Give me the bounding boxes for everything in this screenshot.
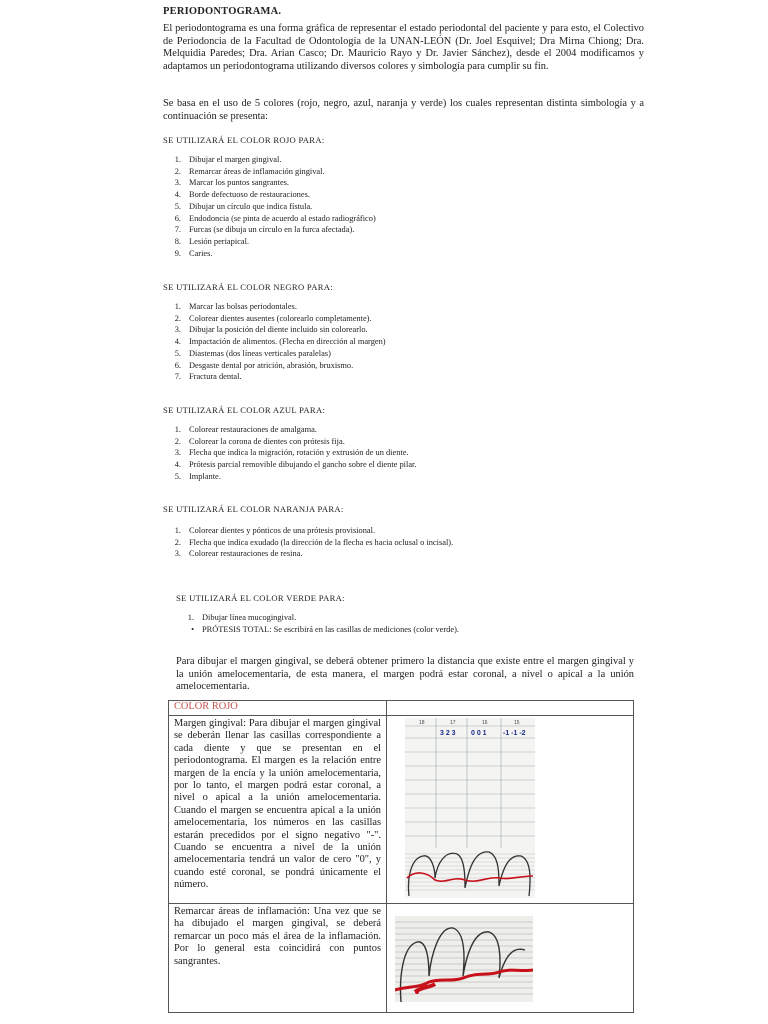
intro-paragraph: El periodontograma es una forma gráfica de representar el estado periodontal del paciente y para esto, el Colectivo de Periodoncia de la Facultad de Odontología de la UNAN-LEÓN (Dr. Joel Esquivel; Dra Mirna Chiong; Dra. Melquidia Paredes; Dra. Arian Casco; Dr. Mauricio Rayo y Dr. Javier Sánchez), desde el 2004 modificamos y adaptamos un periodontograma utilizando diversos colores y simbología para cumplir su fin.	[163, 23, 644, 72]
margin-value: 3 2 3	[440, 730, 456, 737]
table-cell-margin: Margen gingival: Para dibujar el margen gingival se deberán llenar las casillas correspondiente a cada diente y que se presentan en el periodontograma. El margen es la relación entre margen de la encía y la unión amelocementaria, por lo tanto, el margen podrá estar coronal, a nivel o apical a la unión amelocementaria. Cuando el margen se encuentra apical a la unión amelocementaria, los números en las casillas estarán precedidos por el signo negativo "-". Cuando se encuentra a nivel de la unión amelocementaria tendrá un valor de cero "0", y cuando esté coronal, se pondrá únicamente el número.	[169, 716, 387, 904]
table-cell-image-2	[387, 904, 634, 1013]
list-item-text: Caries.	[189, 248, 213, 258]
list-item-text: Impactación de alimentos. (Flecha en dirección al margen)	[189, 337, 386, 347]
list-number: 7.	[174, 225, 181, 235]
list-item-text: Fractura dental.	[189, 372, 242, 382]
list-item	[163, 360, 623, 372]
section-heading-blue: SE UTILIZARÁ EL COLOR AZUL PARA:	[163, 405, 326, 415]
periodontogram-margin-image	[405, 718, 535, 898]
list-item-text: Flecha que indica exudado (la dirección de la flecha es hacia oclusal o incisal).	[189, 537, 454, 547]
list-item	[163, 436, 623, 448]
section-heading-orange: SE UTILIZARÁ EL COLOR NARANJA PARA:	[163, 504, 344, 514]
list-number: 1.	[174, 302, 181, 311]
list-number: 3.	[174, 325, 181, 335]
list-item	[163, 336, 623, 348]
periodontogram-inflammation-image	[395, 916, 533, 1002]
table-header-empty	[387, 701, 634, 716]
list-number: 1.	[174, 425, 181, 434]
list-item	[163, 154, 623, 166]
list-item	[163, 224, 623, 236]
list-number: 6.	[174, 213, 181, 223]
list-item-text: Colorear restauraciones de amalgama.	[189, 425, 317, 434]
section-heading-green: SE UTILIZARÁ EL COLOR VERDE PARA:	[176, 593, 345, 603]
table-header-cell: COLOR ROJO	[169, 701, 387, 716]
list-number: 2.	[174, 313, 181, 323]
list-item-text: Colorear dientes ausentes (colorearlo completamente).	[189, 313, 372, 323]
tooth-number: 17	[450, 720, 456, 726]
list-item-text: Colorear restauraciones de resina.	[189, 549, 303, 559]
list-item: 1. Dibujar línea mucogingival.	[187, 613, 297, 622]
list-item-text: Dibujar el margen gingival.	[189, 155, 282, 164]
list-item	[163, 236, 623, 248]
list-item	[163, 177, 623, 189]
list-item-text: Diastemas (dos líneas verticales paralelas)	[189, 348, 331, 358]
list-item-text: Colorear dientes y pónticos de una prótesis provisional.	[189, 526, 376, 535]
list-green	[176, 612, 636, 635]
section-heading-black: SE UTILIZARÁ EL COLOR NEGRO PARA:	[163, 282, 333, 292]
list-item	[163, 324, 623, 336]
list-item	[163, 189, 623, 201]
tooth-number: 18	[419, 720, 425, 726]
list-item	[163, 213, 623, 225]
tooth-number: 16	[482, 720, 488, 726]
list-item-text: Remarcar áreas de inflamación gingival.	[189, 166, 325, 176]
color-table	[168, 700, 634, 1013]
list-item	[163, 301, 623, 313]
list-item-text: Dibujar la posición del diente incluido sin colorearlo.	[189, 325, 368, 335]
list-orange	[163, 525, 623, 560]
list-number: 7.	[174, 372, 181, 382]
margin-paragraph: Para dibujar el margen gingival, se deberá obtener primero la distancia que existe entre el margen gingival y la unión amelocementaria, de esta manera, el margen podrá estar coronal, a nivel o apical a la unión amelocementaria.	[176, 656, 634, 693]
list-item	[163, 447, 623, 459]
list-item-text: Marcar los puntos sangrantes.	[189, 178, 290, 188]
list-item-text: Implante.	[189, 471, 221, 481]
list-number: 6.	[174, 360, 181, 370]
list-item	[163, 537, 623, 549]
list-item-text: Marcar las bolsas periodontales.	[189, 302, 297, 311]
list-number: 2.	[174, 537, 181, 547]
list-item	[163, 201, 623, 213]
list-item-text: Borde defectuoso de restauraciones.	[189, 190, 310, 200]
list-number: 3.	[174, 549, 181, 559]
margin-value: -1 -1 -2	[503, 730, 526, 737]
table-cell-image-1	[387, 716, 634, 904]
list-number: 5.	[174, 201, 181, 211]
list-item-text: Colorear la corona de dientes con prótesis fija.	[189, 436, 345, 446]
list-item	[163, 166, 623, 178]
list-red	[163, 154, 623, 259]
list-item	[163, 471, 623, 483]
list-item	[163, 548, 623, 560]
list-item	[163, 313, 623, 325]
table-cell-inflammation: Remarcar áreas de inflamación: Una vez que se ha dibujado el margen gingival, se deberá remarcar un poco más el área de la inflamación. Por lo general esta coincidirá con puntos sangrantes.	[169, 904, 387, 1013]
list-item-text: Lesión periapical.	[189, 236, 249, 246]
list-number: 1.	[174, 155, 181, 164]
list-item-text: Endodoncia (se pinta de acuerdo al estado radiográfico)	[189, 213, 376, 223]
list-item-text: Flecha que indica la migración, rotación y extrusión de un diente.	[189, 448, 409, 458]
list-item-text: Dibujar un círculo que indica fístula.	[189, 201, 313, 211]
page-title: PERIODONTOGRAMA.	[163, 6, 282, 17]
list-item	[163, 525, 623, 537]
list-item-text: Prótesis parcial removible dibujando el gancho sobre el diente pilar.	[189, 460, 417, 470]
margin-value: 0 0 1	[471, 730, 487, 737]
list-number: 4.	[174, 460, 181, 470]
list-number: 1.	[174, 526, 181, 535]
list-item	[163, 371, 623, 383]
list-item-text: Furcas (se dibuja un círculo en la furca afectada).	[189, 225, 355, 235]
list-number: 5.	[174, 471, 181, 481]
list-item: • PRÓTESIS TOTAL: Se escribirá en las casillas de mediciones (color verde).	[191, 624, 459, 634]
list-number: 2.	[174, 436, 181, 446]
list-black	[163, 301, 623, 383]
list-number: 3.	[174, 178, 181, 188]
list-item-text: Desgaste dental por atrición, abrasión, bruxismo.	[189, 360, 354, 370]
list-item	[163, 348, 623, 360]
section-heading-red: SE UTILIZARÁ EL COLOR ROJO PARA:	[163, 135, 325, 145]
intro-paragraph-2: Se basa en el uso de 5 colores (rojo, negro, azul, naranja y verde) los cuales representan distinta simbología y a continuación se presenta:	[163, 98, 644, 122]
list-number: 2.	[174, 166, 181, 176]
list-number: 9.	[174, 248, 181, 258]
list-number: 5.	[174, 348, 181, 358]
list-item	[163, 248, 623, 260]
list-number: 4.	[174, 337, 181, 347]
list-item	[163, 424, 623, 436]
list-blue	[163, 424, 623, 483]
list-item	[163, 459, 623, 471]
list-number: 8.	[174, 236, 181, 246]
tooth-number: 15	[514, 720, 520, 726]
list-number: 4.	[174, 190, 181, 200]
list-number: 3.	[174, 448, 181, 458]
